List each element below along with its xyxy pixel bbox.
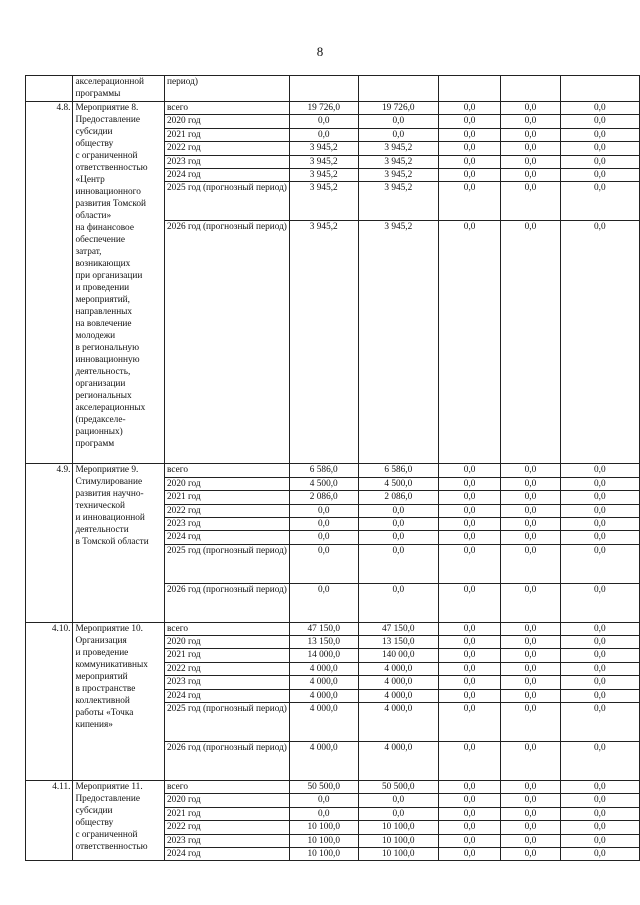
local-value: 0,0 bbox=[501, 477, 560, 490]
offbudget-value: 0,0 bbox=[560, 689, 639, 702]
budget-value: 3 945,2 bbox=[358, 155, 438, 168]
measure-name-line: акселерационных bbox=[75, 403, 146, 413]
offbudget-value: 0,0 bbox=[560, 102, 639, 115]
budget-table bbox=[25, 75, 640, 861]
measure-name-line: Стимулирование bbox=[75, 477, 143, 488]
year-label: 2023 год bbox=[165, 676, 290, 689]
year-label: всего bbox=[165, 102, 290, 115]
total-value: 4 000,0 bbox=[289, 676, 358, 689]
measure-name-line: обществу bbox=[75, 818, 114, 829]
value-cell bbox=[560, 76, 639, 102]
year-label: 2025 год (прогнозный период) bbox=[165, 544, 290, 583]
budget-value: 0,0 bbox=[358, 115, 438, 128]
measure-name bbox=[73, 781, 165, 861]
budget-value: 0,0 bbox=[358, 504, 438, 517]
local-value: 0,0 bbox=[501, 689, 560, 702]
year-label: 2024 год bbox=[165, 168, 290, 181]
federal-value: 0,0 bbox=[439, 583, 501, 622]
total-value: 6 586,0 bbox=[289, 464, 358, 477]
offbudget-value: 0,0 bbox=[560, 649, 639, 662]
total-value: 3 945,2 bbox=[289, 168, 358, 181]
offbudget-value: 0,0 bbox=[560, 636, 639, 649]
measure-name-line: инновационного bbox=[75, 187, 141, 197]
year-label: всего bbox=[165, 622, 290, 635]
measure-name-line: в пространстве bbox=[75, 683, 136, 694]
page-number: 8 bbox=[316, 44, 324, 59]
measure-name bbox=[73, 102, 165, 464]
local-value: 0,0 bbox=[501, 517, 560, 530]
measure-name-line: субсидии bbox=[75, 806, 113, 817]
offbudget-value: 0,0 bbox=[560, 794, 639, 807]
measure-name-line: молодежи bbox=[75, 331, 116, 341]
local-value: 0,0 bbox=[501, 622, 560, 635]
offbudget-value: 0,0 bbox=[560, 781, 639, 794]
table-row bbox=[26, 781, 640, 794]
offbudget-value: 0,0 bbox=[560, 128, 639, 141]
local-value: 0,0 bbox=[501, 504, 560, 517]
measure-name-line: Мероприятие 9. bbox=[75, 465, 139, 476]
federal-value: 0,0 bbox=[439, 662, 501, 675]
budget-value: 4 000,0 bbox=[358, 742, 438, 781]
budget-value: 140 00,0 bbox=[358, 649, 438, 662]
offbudget-value: 0,0 bbox=[560, 662, 639, 675]
year-label: 2020 год bbox=[165, 115, 290, 128]
measure-name-line: в региональную bbox=[75, 343, 140, 353]
measure-name-line: (предакселе- bbox=[75, 415, 126, 425]
local-value: 0,0 bbox=[501, 182, 560, 221]
federal-value: 0,0 bbox=[439, 689, 501, 702]
table-row bbox=[26, 102, 640, 115]
measure-name-line: организации bbox=[75, 379, 126, 389]
total-value: 14 000,0 bbox=[289, 649, 358, 662]
total-value: 4 000,0 bbox=[289, 689, 358, 702]
federal-value: 0,0 bbox=[439, 464, 501, 477]
total-value: 13 150,0 bbox=[289, 636, 358, 649]
budget-value: 4 500,0 bbox=[358, 477, 438, 490]
row-number: 4.9. bbox=[26, 464, 73, 622]
measure-name-line: кипения» bbox=[75, 719, 113, 730]
federal-value: 0,0 bbox=[439, 517, 501, 530]
budget-value: 3 945,2 bbox=[358, 142, 438, 155]
total-value: 0,0 bbox=[289, 504, 358, 517]
total-value: 50 500,0 bbox=[289, 781, 358, 794]
measure-name-line: акселерационной bbox=[75, 77, 144, 87]
total-value: 10 100,0 bbox=[289, 847, 358, 860]
year-label: 2023 год bbox=[165, 155, 290, 168]
budget-value: 3 945,2 bbox=[358, 168, 438, 181]
budget-value: 0,0 bbox=[358, 583, 438, 622]
offbudget-value: 0,0 bbox=[560, 622, 639, 635]
year-label: 2020 год bbox=[165, 477, 290, 490]
year-label: 2026 год (прогнозный период) bbox=[165, 221, 290, 464]
year-label: 2024 год bbox=[165, 689, 290, 702]
federal-value: 0,0 bbox=[439, 622, 501, 635]
measure-name bbox=[73, 76, 165, 102]
measure-name-line: мероприятий bbox=[75, 671, 128, 682]
measure-name-line: в Томской области bbox=[75, 537, 149, 548]
budget-value: 50 500,0 bbox=[358, 781, 438, 794]
offbudget-value: 0,0 bbox=[560, 847, 639, 860]
federal-value: 0,0 bbox=[439, 544, 501, 583]
measure-name-line: коммуникативных bbox=[75, 659, 148, 670]
total-value: 0,0 bbox=[289, 517, 358, 530]
local-value: 0,0 bbox=[501, 807, 560, 820]
measure-name bbox=[73, 464, 165, 622]
value-cell bbox=[439, 76, 501, 102]
total-value: 10 100,0 bbox=[289, 821, 358, 834]
measure-name-line: «Центр bbox=[75, 175, 105, 185]
federal-value: 0,0 bbox=[439, 128, 501, 141]
budget-value: 0,0 bbox=[358, 807, 438, 820]
budget-value: 0,0 bbox=[358, 794, 438, 807]
row-number bbox=[26, 76, 73, 102]
budget-value: 10 100,0 bbox=[358, 821, 438, 834]
total-value: 3 945,2 bbox=[289, 182, 358, 221]
federal-value: 0,0 bbox=[439, 834, 501, 847]
offbudget-value: 0,0 bbox=[560, 531, 639, 544]
local-value: 0,0 bbox=[501, 128, 560, 141]
year-label: 2020 год bbox=[165, 636, 290, 649]
local-value: 0,0 bbox=[501, 102, 560, 115]
offbudget-value: 0,0 bbox=[560, 583, 639, 622]
local-value: 0,0 bbox=[501, 742, 560, 781]
budget-value: 19 726,0 bbox=[358, 102, 438, 115]
offbudget-value: 0,0 bbox=[560, 544, 639, 583]
local-value: 0,0 bbox=[501, 636, 560, 649]
local-value: 0,0 bbox=[501, 703, 560, 742]
period-cell: период) bbox=[165, 76, 290, 102]
measure-name-line: работы «Точка bbox=[75, 707, 134, 718]
measure-name-line: возникающих bbox=[75, 259, 131, 269]
value-cell bbox=[358, 76, 438, 102]
local-value: 0,0 bbox=[501, 649, 560, 662]
offbudget-value: 0,0 bbox=[560, 807, 639, 820]
budget-value: 3 945,2 bbox=[358, 221, 438, 464]
table-row bbox=[26, 622, 640, 635]
budget-value: 0,0 bbox=[358, 544, 438, 583]
local-value: 0,0 bbox=[501, 781, 560, 794]
total-value: 47 150,0 bbox=[289, 622, 358, 635]
measure-name-line: Мероприятие 10. bbox=[75, 623, 144, 634]
local-value: 0,0 bbox=[501, 847, 560, 860]
budget-table-body bbox=[26, 76, 640, 861]
measure-name-line: мероприятий, bbox=[75, 295, 130, 305]
federal-value: 0,0 bbox=[439, 807, 501, 820]
measure-name-line: затрат, bbox=[75, 247, 102, 257]
row-number: 4.10. bbox=[26, 622, 73, 780]
budget-value: 3 945,2 bbox=[358, 182, 438, 221]
federal-value: 0,0 bbox=[439, 491, 501, 504]
year-label: 2021 год bbox=[165, 649, 290, 662]
offbudget-value: 0,0 bbox=[560, 464, 639, 477]
total-value: 3 945,2 bbox=[289, 221, 358, 464]
federal-value: 0,0 bbox=[439, 221, 501, 464]
table-row bbox=[26, 464, 640, 477]
row-number: 4.8. bbox=[26, 102, 73, 464]
federal-value: 0,0 bbox=[439, 155, 501, 168]
measure-name-line: деятельности bbox=[75, 525, 129, 536]
budget-value: 0,0 bbox=[358, 128, 438, 141]
measure-name-line: Организация bbox=[75, 635, 127, 646]
total-value: 0,0 bbox=[289, 128, 358, 141]
measure-name-line: технической bbox=[75, 501, 125, 512]
budget-value: 2 086,0 bbox=[358, 491, 438, 504]
measure-name-line: программы bbox=[75, 89, 121, 99]
total-value: 4 000,0 bbox=[289, 703, 358, 742]
local-value: 0,0 bbox=[501, 821, 560, 834]
offbudget-value: 0,0 bbox=[560, 155, 639, 168]
measure-name-line: Мероприятие 8. bbox=[75, 103, 139, 113]
total-value: 2 086,0 bbox=[289, 491, 358, 504]
measure-name-line: инновационную bbox=[75, 355, 140, 365]
budget-value: 10 100,0 bbox=[358, 834, 438, 847]
local-value: 0,0 bbox=[501, 794, 560, 807]
local-value: 0,0 bbox=[501, 531, 560, 544]
year-label: 2020 год bbox=[165, 794, 290, 807]
year-label: 2021 год bbox=[165, 128, 290, 141]
measure-name-line: на вовлечение bbox=[75, 319, 132, 329]
total-value: 3 945,2 bbox=[289, 142, 358, 155]
federal-value: 0,0 bbox=[439, 531, 501, 544]
offbudget-value: 0,0 bbox=[560, 517, 639, 530]
federal-value: 0,0 bbox=[439, 636, 501, 649]
federal-value: 0,0 bbox=[439, 676, 501, 689]
local-value: 0,0 bbox=[501, 142, 560, 155]
local-value: 0,0 bbox=[501, 464, 560, 477]
offbudget-value: 0,0 bbox=[560, 821, 639, 834]
measure-name-line: области» bbox=[75, 211, 112, 221]
measure-name bbox=[73, 622, 165, 780]
year-label: всего bbox=[165, 464, 290, 477]
offbudget-value: 0,0 bbox=[560, 182, 639, 221]
year-label: 2022 год bbox=[165, 662, 290, 675]
total-value: 0,0 bbox=[289, 794, 358, 807]
budget-value: 13 150,0 bbox=[358, 636, 438, 649]
measure-name-line: направленных bbox=[75, 307, 133, 317]
offbudget-value: 0,0 bbox=[560, 742, 639, 781]
budget-value: 4 000,0 bbox=[358, 676, 438, 689]
year-label: 2026 год (прогнозный период) bbox=[165, 742, 290, 781]
measure-name-line: и инновационной bbox=[75, 513, 145, 524]
year-label: 2021 год bbox=[165, 491, 290, 504]
measure-name-line: развития научно- bbox=[75, 489, 144, 500]
measure-name-line: Предоставление bbox=[75, 794, 140, 805]
local-value: 0,0 bbox=[501, 676, 560, 689]
year-label: 2023 год bbox=[165, 517, 290, 530]
federal-value: 0,0 bbox=[439, 477, 501, 490]
federal-value: 0,0 bbox=[439, 649, 501, 662]
federal-value: 0,0 bbox=[439, 168, 501, 181]
total-value: 19 726,0 bbox=[289, 102, 358, 115]
measure-name-line: программ bbox=[75, 439, 115, 449]
measure-name-line: с ограниченной bbox=[75, 151, 138, 161]
offbudget-value: 0,0 bbox=[560, 834, 639, 847]
measure-name-line: Предоставление bbox=[75, 115, 140, 125]
measure-name-line: региональных bbox=[75, 391, 132, 401]
local-value: 0,0 bbox=[501, 115, 560, 128]
offbudget-value: 0,0 bbox=[560, 142, 639, 155]
year-label: 2024 год bbox=[165, 847, 290, 860]
measure-name-line: субсидии bbox=[75, 127, 113, 137]
total-value: 3 945,2 bbox=[289, 155, 358, 168]
total-value: 0,0 bbox=[289, 807, 358, 820]
measure-name-line: рационных) bbox=[75, 427, 123, 437]
year-label: 2025 год (прогнозный период) bbox=[165, 703, 290, 742]
local-value: 0,0 bbox=[501, 168, 560, 181]
measure-name-line: Мероприятие 11. bbox=[75, 782, 143, 793]
total-value: 4 000,0 bbox=[289, 662, 358, 675]
year-label: 2022 год bbox=[165, 142, 290, 155]
total-value: 4 500,0 bbox=[289, 477, 358, 490]
year-label: 2022 год bbox=[165, 821, 290, 834]
continuation-row bbox=[26, 76, 640, 102]
federal-value: 0,0 bbox=[439, 504, 501, 517]
federal-value: 0,0 bbox=[439, 742, 501, 781]
offbudget-value: 0,0 bbox=[560, 491, 639, 504]
measure-name-line: с ограниченной bbox=[75, 830, 138, 841]
offbudget-value: 0,0 bbox=[560, 115, 639, 128]
budget-value: 4 000,0 bbox=[358, 703, 438, 742]
federal-value: 0,0 bbox=[439, 102, 501, 115]
budget-value: 10 100,0 bbox=[358, 847, 438, 860]
offbudget-value: 0,0 bbox=[560, 168, 639, 181]
federal-value: 0,0 bbox=[439, 182, 501, 221]
offbudget-value: 0,0 bbox=[560, 504, 639, 517]
total-value: 0,0 bbox=[289, 115, 358, 128]
federal-value: 0,0 bbox=[439, 847, 501, 860]
budget-value: 0,0 bbox=[358, 517, 438, 530]
local-value: 0,0 bbox=[501, 834, 560, 847]
federal-value: 0,0 bbox=[439, 781, 501, 794]
measure-name-line: ответственностью bbox=[75, 842, 148, 853]
total-value: 10 100,0 bbox=[289, 834, 358, 847]
budget-value: 4 000,0 bbox=[358, 662, 438, 675]
local-value: 0,0 bbox=[501, 544, 560, 583]
year-label: 2025 год (прогнозный период) bbox=[165, 182, 290, 221]
measure-name-line: коллективной bbox=[75, 695, 130, 706]
federal-value: 0,0 bbox=[439, 115, 501, 128]
measure-name-line: ответственностью bbox=[75, 163, 148, 173]
offbudget-value: 0,0 bbox=[560, 703, 639, 742]
measure-name-line: на финансовое bbox=[75, 223, 134, 233]
budget-value: 47 150,0 bbox=[358, 622, 438, 635]
budget-value: 6 586,0 bbox=[358, 464, 438, 477]
federal-value: 0,0 bbox=[439, 142, 501, 155]
total-value: 0,0 bbox=[289, 583, 358, 622]
local-value: 0,0 bbox=[501, 662, 560, 675]
value-cell bbox=[501, 76, 560, 102]
offbudget-value: 0,0 bbox=[560, 221, 639, 464]
measure-name-line: при организации bbox=[75, 271, 143, 281]
federal-value: 0,0 bbox=[439, 821, 501, 834]
measure-name-line: и проведении bbox=[75, 283, 130, 293]
year-label: 2021 год bbox=[165, 807, 290, 820]
year-label: всего bbox=[165, 781, 290, 794]
federal-value: 0,0 bbox=[439, 794, 501, 807]
local-value: 0,0 bbox=[501, 583, 560, 622]
total-value: 4 000,0 bbox=[289, 742, 358, 781]
row-number: 4.11. bbox=[26, 781, 73, 861]
year-label: 2022 год bbox=[165, 504, 290, 517]
measure-name-line: и проведение bbox=[75, 647, 129, 658]
measure-name-line: развития Томской bbox=[75, 199, 147, 209]
offbudget-value: 0,0 bbox=[560, 477, 639, 490]
measure-name-line: деятельность, bbox=[75, 367, 131, 377]
total-value: 0,0 bbox=[289, 544, 358, 583]
federal-value: 0,0 bbox=[439, 703, 501, 742]
year-label: 2023 год bbox=[165, 834, 290, 847]
measure-name-line: обеспечение bbox=[75, 235, 125, 245]
value-cell bbox=[289, 76, 358, 102]
local-value: 0,0 bbox=[501, 221, 560, 464]
local-value: 0,0 bbox=[501, 491, 560, 504]
total-value: 0,0 bbox=[289, 531, 358, 544]
year-label: 2024 год bbox=[165, 531, 290, 544]
offbudget-value: 0,0 bbox=[560, 676, 639, 689]
budget-value: 0,0 bbox=[358, 531, 438, 544]
budget-value: 4 000,0 bbox=[358, 689, 438, 702]
local-value: 0,0 bbox=[501, 155, 560, 168]
year-label: 2026 год (прогнозный период) bbox=[165, 583, 290, 622]
measure-name-line: обществу bbox=[75, 139, 114, 149]
